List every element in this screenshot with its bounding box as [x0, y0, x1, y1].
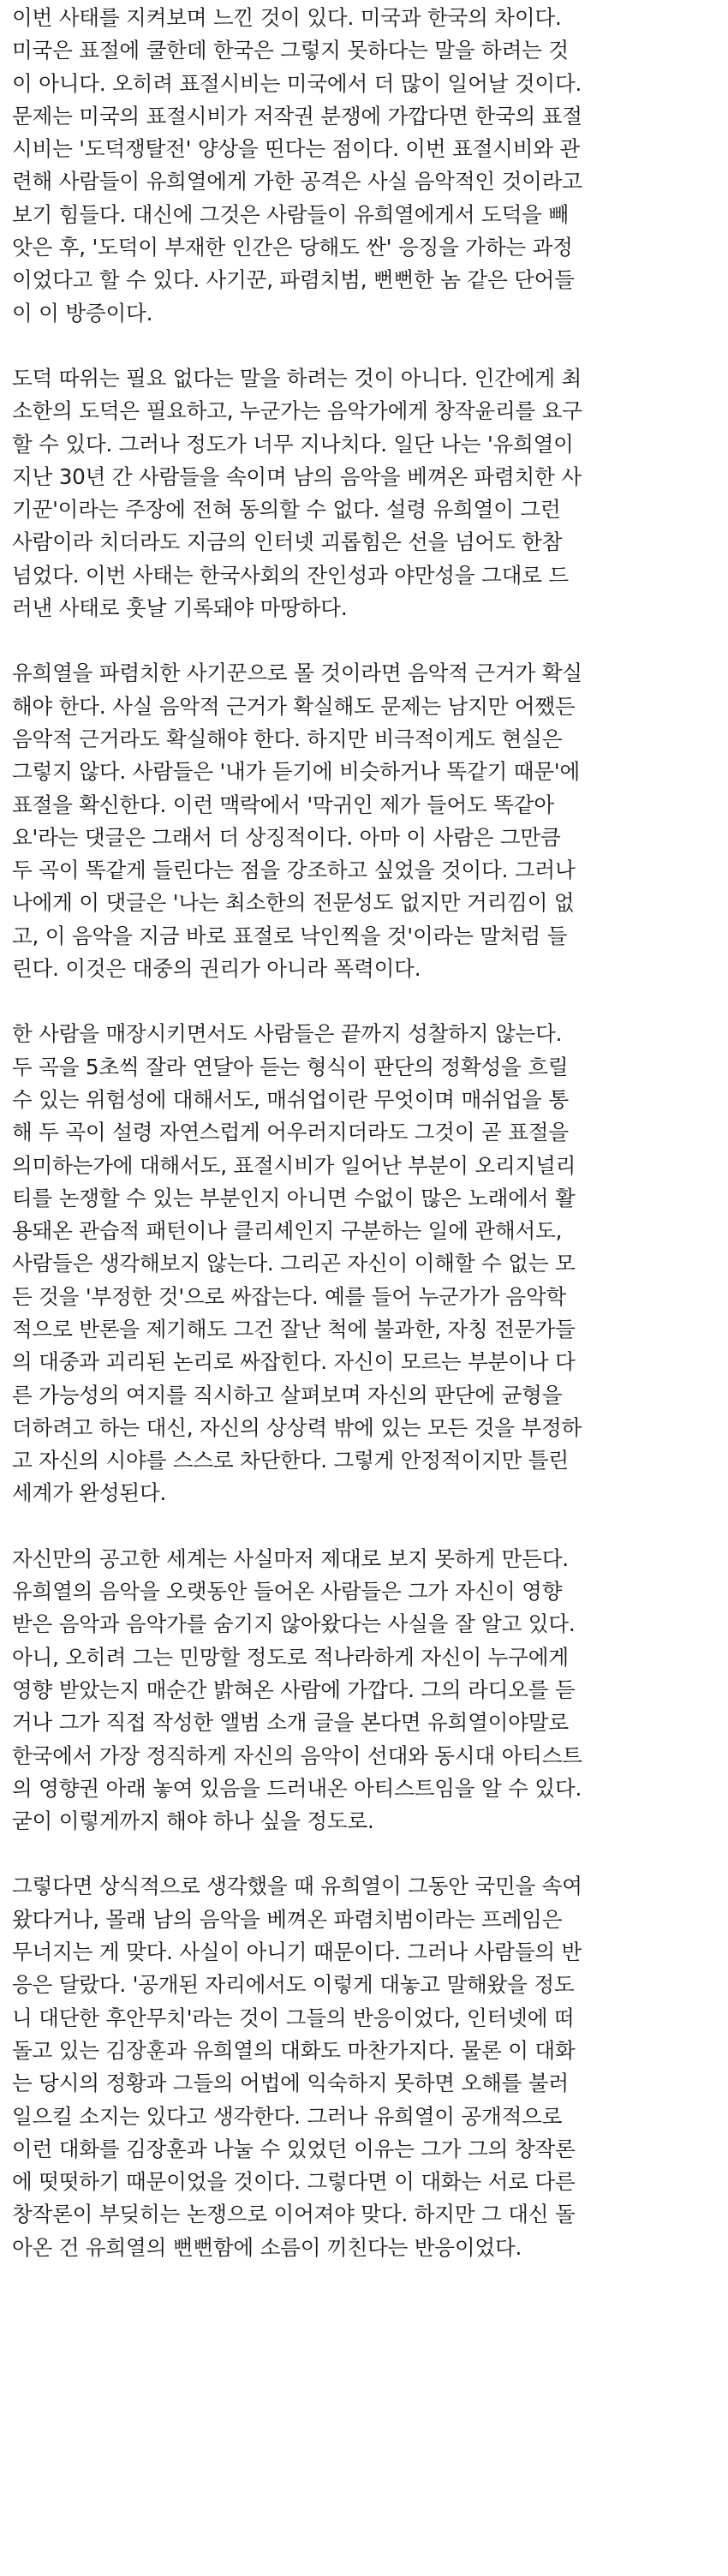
paragraph-5: 자신만의 공고한 세계는 사실마저 제대로 보지 못하게 만든다. 유희열의 음악을 오랫동안 들어온 사람들은 그가 자신이 영향 받은 음악과 음악가를 숨기지 않아왔다는 사실을 잘 알고 있다. 아니, 오히려 그는 민망할 정도로 적나라하게 자신이 누구에게 영향 받았는지 매순간 밝혀온 사람에 가깝다. 그의 라디오를 듣 거나 그가 직접 작성한 앨범 소개 글을 본다면 유희열이야말로 한국에서 가장 정직하게 자신의 음악이 선대와 동시대 아티스트 의 영향권 아래 놓여 있음을 드러내온 아티스트임을 알 수 있다. 굳이 이렇게까지 해야 하나 싶을 정도로.	[12, 1545, 582, 1834]
paragraph-4: 한 사람을 매장시키면서도 사람들은 끝까지 성찰하지 않는다. 두 곡을 5초씩 잘라 연달아 듣는 형식이 판단의 정확성을 흐릴 수 있는 위험성에 대해서도, 매쉬업이란 무엇이며 매쉬업을 통 해 두 곡이 설령 자연스럽게 어우러지더라도 그것이 곧 표절을 의미하는가에 대해서도, 표절시비가 일어난 부분이 오리지널리 티를 논쟁할 수 있는 부분인지 아니면 수없이 많은 노래에서 활 용돼온 관습적 패턴이나 클리셰인지 구분하는 일에 관해서도, 사람들은 생각해보지 않는다. 그리곤 자신이 이해할 수 없는 모 든 것을 '부정한 것'으로 싸잡는다. 예를 들어 누군가가 음악학 적으로 반론을 제기해도 그건 잘난 척에 불과한, 자칭 전문가들 의 대중과 괴리된 논리로 싸잡힌다. 자신이 모르는 부분이나 다 른 가능성의 여지를 직시하고 살펴보며 자신의 판단에 균형을 더하려고 하는 대신, 자신의 상상력 밖에 있는 모든 것을 부정하 고 자신의 시야를 스스로 차단한다. 그렇게 안정적이지만 틀린 세계가 완성된다.	[12, 1021, 582, 1506]
paragraph-1: 이번 사태를 지켜보며 느낀 것이 있다. 미국과 한국의 차이다. 미국은 표절에 쿨한데 한국은 그렇지 못하다는 말을 하려는 것 이 아니다. 오히려 표절시비는 미국에서 더 많이 일어날 것이다. 문제는 미국의 표절시비가 저작권 분쟁에 가깝다면 한국의 표절 시비는 '도덕쟁탈전' 양상을 띤다는 점이다. 이번 표절시비와 관 련해 사람들이 유희열에게 가한 공격은 사실 음악적인 것이라고 보기 힘들다. 대신에 그것은 사람들이 유희열에게서 도덕을 빼 앗은 후, '도덕이 부재한 인간은 당해도 싼' 응징을 가하는 과정 이었다고 할 수 있다. 사기꾼, 파렴치범, 뻔뻔한 놈 같은 단어들 이 이 방증이다.	[12, 5, 582, 326]
paragraph-3: 유희열을 파렴치한 사기꾼으로 몰 것이라면 음악적 근거가 확실 해야 한다. 사실 음악적 근거가 확실해도 문제는 남지만 어쨌든 음악적 근거라도 확실해야 한다. 하지만 비극적이게도 현실은 그렇지 않다. 사람들은 '내가 듣기에 비슷하거나 똑같기 때문'에 표절을 확신한다. 이런 맥락에서 '막귀인 제가 들어도 똑같아 요'라는 댓글은 그래서 더 상징적이다. 아마 이 사람은 그만큼 두 곡이 똑같게 들린다는 점을 강조하고 싶었을 것이다. 그러나 나에게 이 댓글은 '나는 최소한의 전문성도 없지만 거리낌이 없 고, 이 음악을 지금 바로 표절로 낙인찍을 것'이라는 말처럼 들 린다. 이것은 대중의 권리가 아니라 폭력이다.	[12, 660, 582, 982]
paragraph-2: 도덕 따위는 필요 없다는 말을 하려는 것이 아니다. 인간에게 최 소한의 도덕은 필요하고, 누군가는 음악가에게 창작윤리를 요구 할 수 있다. 그러나 정도가 너무 지나치다. 일단 나는 '유희열이 지난 30년 간 사람들을 속이며 남의 음악을 베껴온 파렴치한 사 기꾼'이라는 주장에 전혀 동의할 수 없다. 설령 유희열이 그런 사람이라 치더라도 지금의 인터넷 괴롭힘은 선을 넘어도 한참 넘었다. 이번 사태는 한국사회의 잔인성과 야만성을 그대로 드 러낸 사태로 훗날 기록돼야 마땅하다.	[12, 365, 582, 621]
paragraph-6: 그렇다면 상식적으로 생각했을 때 유희열이 그동안 국민을 속여 왔다거나, 몰래 남의 음악을 베껴온 파렴치범이라는 프레임은 무너지는 게 맞다. 사실이 아니기 때문이다. 그러나 사람들의 반 응은 달랐다. '공개된 자리에서도 이렇게 대놓고 말해왔을 정도 니 대단한 후안무치'라는 것이 그들의 반응이었다, 인터넷에 떠 돌고 있는 김장훈과 유희열의 대화도 마찬가지다. 물론 이 대화 는 당시의 정황과 그들의 어법에 익숙하지 못하면 오해를 불러 일으킬 소지는 있다고 생각한다. 그러나 유희열이 공개적으로 이런 대화를 김장훈과 나눌 수 있었던 이유는 그가 그의 창작론 에 떳떳하기 때문이었을 것이다. 그렇다면 이 대화는 서로 다른 창작론이 부딪히는 논쟁으로 이어져야 맞다. 하지만 그 대신 돌 아온 건 유희열의 뻔뻔함에 소름이 끼친다는 반응이었다.	[12, 1874, 582, 2260]
article-body	[0, 2, 728, 2264]
